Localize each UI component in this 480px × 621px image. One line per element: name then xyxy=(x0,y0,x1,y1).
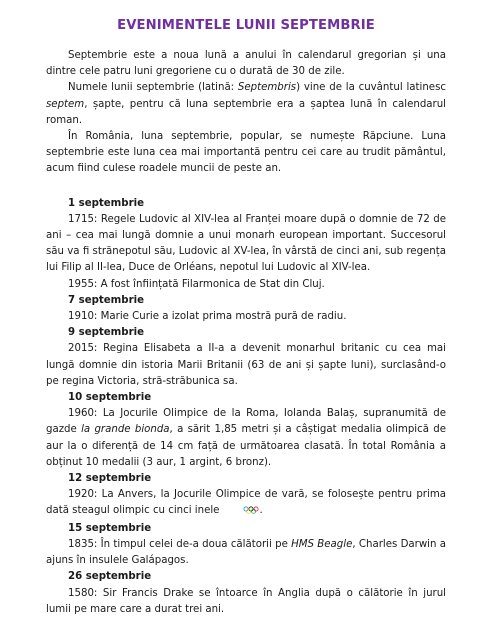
date-heading-26-sep: 26 septembrie xyxy=(68,571,152,583)
intro-paragraph-2 xyxy=(46,80,446,129)
olympic-rings-icon xyxy=(221,504,259,520)
event-1960-after: , a sărit 1,85 metri și a câștigat medalia olimpică de aur la o diferență de 14 cm față de următoarea clasată. În total România a obținut 10 medalii (3 aur, 1 argint, 6 bronz). xyxy=(46,424,446,468)
intro-paragraph-1: Septembrie este a noua lună a anului în calendarul gregorian și una dintre cele patru luni gregoriene cu o durată de 30 de zile. xyxy=(46,50,446,78)
event-1920-text: 1920: La Anvers, la Jocurile Olimpice de vară, se folosește pentru prima dată steagul olimpic cu cinci inele xyxy=(46,489,446,517)
date-heading-10-sep: 10 septembrie xyxy=(68,392,152,404)
event-1920: 1920: La Anvers, la Jocurile Olimpice de vară, se folosește pentru prima dată steagul olimpic cu cinci inele . xyxy=(46,487,446,520)
page-title: EVENIMENTELE LUNII SEPTEMBRIE xyxy=(117,18,375,33)
intro-p2-word: septem xyxy=(46,98,85,110)
event-1910: 1910: Marie Curie a izolat prima mostră pură de radiu. xyxy=(68,311,347,323)
event-1835 xyxy=(46,537,446,569)
intro-p2-middle: ) vine de la cuvântul latinesc xyxy=(296,82,446,94)
intro-p2-after: , șapte, pentru că luna septembrie era a șaptea lună în calendarul roman. xyxy=(46,98,446,126)
event-1715: 1715: Regele Ludovic al XIV-lea al Franței moare după o domnie de 72 de ani – cea mai lungă domnie a unui monarh european important. Succesorul său va fi strănepotul său, Ludovic al XV-lea, în vârstă de cinci ani, sub regența lui Filip al II-lea, Duce de Orléans, nepotul lui Ludovic al XIV-lea. xyxy=(46,213,446,274)
intro-paragraph-3: În România, luna septembrie, popular, se numește Răpciune. Luna septembrie este luna cea mai importantă pentru cei care au trudit pământul, acum fiind culese roadele muncii de peste an. xyxy=(46,131,446,175)
document-page xyxy=(46,18,446,618)
event-1960-before: 1960: La Jocurile Olimpice de la Roma, Iolanda Balaș, supranumită de gazde xyxy=(46,408,446,436)
event-1580: 1580: Sir Francis Drake se întoarce în Anglia după o călătorie în jurul lumii pe mare care a durat trei ani. xyxy=(46,587,446,615)
event-1835-before: 1835: În timpul celei de-a doua călătorii pe xyxy=(68,538,292,550)
event-1835-after: , Charles Darwin a ajuns în insulele Galápagos. xyxy=(46,538,446,567)
intro-p2-before: Numele lunii septembrie (latină: xyxy=(68,82,238,94)
date-heading-1-sep: 1 septembrie xyxy=(68,197,145,209)
event-1960 xyxy=(46,406,446,471)
event-1955: 1955: A fost înființată Filarmonica de Stat din Cluj. xyxy=(68,278,325,290)
event-2015: 2015: Regina Elisabeta a II-a a devenit monarhul britanic cu cea mai lungă domnie din istoria Marii Britanii (63 de ani și șapte luni), surclasând-o pe regina Victoria, stră-străbunica sa. xyxy=(46,343,446,387)
event-1960-italic: la grande bionda xyxy=(81,424,170,436)
date-heading-12-sep: 12 septembrie xyxy=(68,473,152,485)
date-heading-15-sep: 15 septembrie xyxy=(68,522,152,534)
event-1835-italic: HMS Beagle xyxy=(291,538,353,550)
date-heading-9-sep: 9 septembrie xyxy=(68,327,145,339)
date-heading-7-sep: 7 septembrie xyxy=(68,294,145,306)
intro-p2-latin: Septembris xyxy=(237,82,297,94)
